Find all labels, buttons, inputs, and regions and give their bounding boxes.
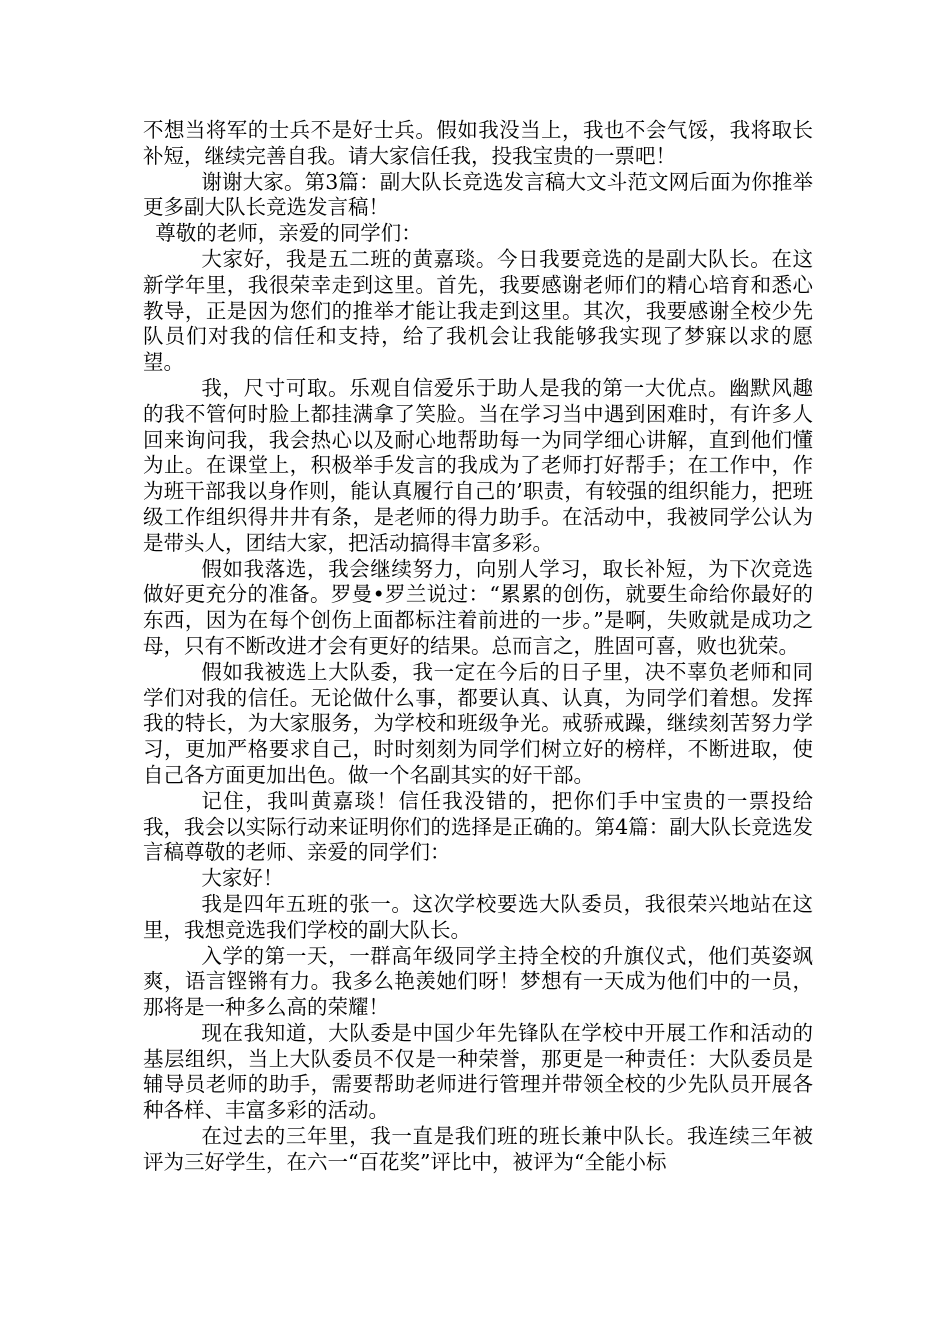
paragraph-1: 不想当将军的士兵不是好士兵。假如我没当上，我也不会气馁，我将取长补短，继续完善自我。请大家信任我，投我宝贵的一票吧！ xyxy=(143,118,813,168)
paragraph-8: 我是四年五班的张一。这次学校要选大队委员，我很荣兴地站在这里，我想竞选我们学校的副大队长。 xyxy=(143,891,813,942)
paragraph-3: 大家好，我是五二班的黄嘉琰。今日我要竞选的是副大队长。在这新学年里，我很荣幸走到这里。首先，我要感谢老师们的精心培育和悉心教导，正是因为您们的推举才能让我走到这里。其次，我要感谢全校少先队员们对我的信任和支持，给了我机会让我能够我实现了梦寐以求的愿望。 xyxy=(143,246,813,375)
paragraph-5: 假如我落选，我会继续努力，向别人学习，取长补短，为下次竞选做好更充分的准备。罗曼•罗兰说过：“累累的创伤，就要生命给你最好的东西，因为在每个创伤上面都标注着前进的一步。”是啊，失败就是成功之母，只有不断改进才会有更好的结果。总而言之，胜固可喜，败也犹荣。 xyxy=(143,556,813,658)
greeting: 大家好！ xyxy=(201,866,284,891)
salutation: 尊敬的老师，亲爱的同学们： xyxy=(155,221,422,246)
paragraph-7: 记住，我叫黄嘉琰！信任我没错的，把你们手中宝贵的一票投给我，我会以实际行动来证明你们的选择是正确的。第4篇：副大队长竞选发言稿尊敬的老师、亲爱的同学们： xyxy=(143,788,813,865)
paragraph-2: 谢谢大家。第3篇：副大队长竞选发言稿大文斗范文网后面为你推举更多副大队长竞选发言稿！ xyxy=(143,169,813,220)
paragraph-11: 在过去的三年里，我一直是我们班的班长兼中队长。我连续三年被评为三好学生，在六一“百花奖”评比中，被评为“全能小标 xyxy=(143,1124,813,1174)
document-body xyxy=(143,118,813,1176)
paragraph-10: 现在我知道，大队委是中国少年先锋队在学校中开展工作和活动的基层组织，当上大队委员不仅是一种荣誉，那更是一种责任：大队委员是辅导员老师的助手，需要帮助老师进行管理并带领全校的少先队员开展各种各样、丰富多彩的活动。 xyxy=(143,1020,813,1123)
paragraph-4: 我，尺寸可取。乐观自信爱乐于助人是我的第一大优点。幽默风趣的我不管何时脸上都挂满拿了笑脸。当在学习当中遇到困难时，有许多人回来询问我，我会热心以及耐心地帮助每一为同学细心讲解，直到他们懂为止。在课堂上，积极举手发言的我成为了老师打好帮手；在工作中，作为班干部我以身作则，能认真履行自己的’职责，有较强的组织能力，把班级工作组织得井井有条，是老师的得力助手。在活动中，我被同学公认为是带头人，团结大家，把活动搞得丰富多彩。 xyxy=(143,375,813,555)
paragraph-9: 入学的第一天，一群高年级同学主持全校的升旗仪式，他们英姿飒爽，语言铿锵有力。我多么艳羡她们呀！梦想有一天成为他们中的一员，那将是一种多么高的荣耀！ xyxy=(143,943,813,1020)
paragraph-6: 假如我被选上大队委，我一定在今后的日子里，决不辜负老师和同学们对我的信任。无论做什么事，都要认真、认真，为同学们着想。发挥我的特长，为大家服务，为学校和班级争光。戒骄戒躁，继续刻苦努力学习，更加严格要求自己，时时刻刻为同学们树立好的榜样，不断进取，使自己各方面更加出色。做一个名副其实的好干部。 xyxy=(143,659,813,787)
